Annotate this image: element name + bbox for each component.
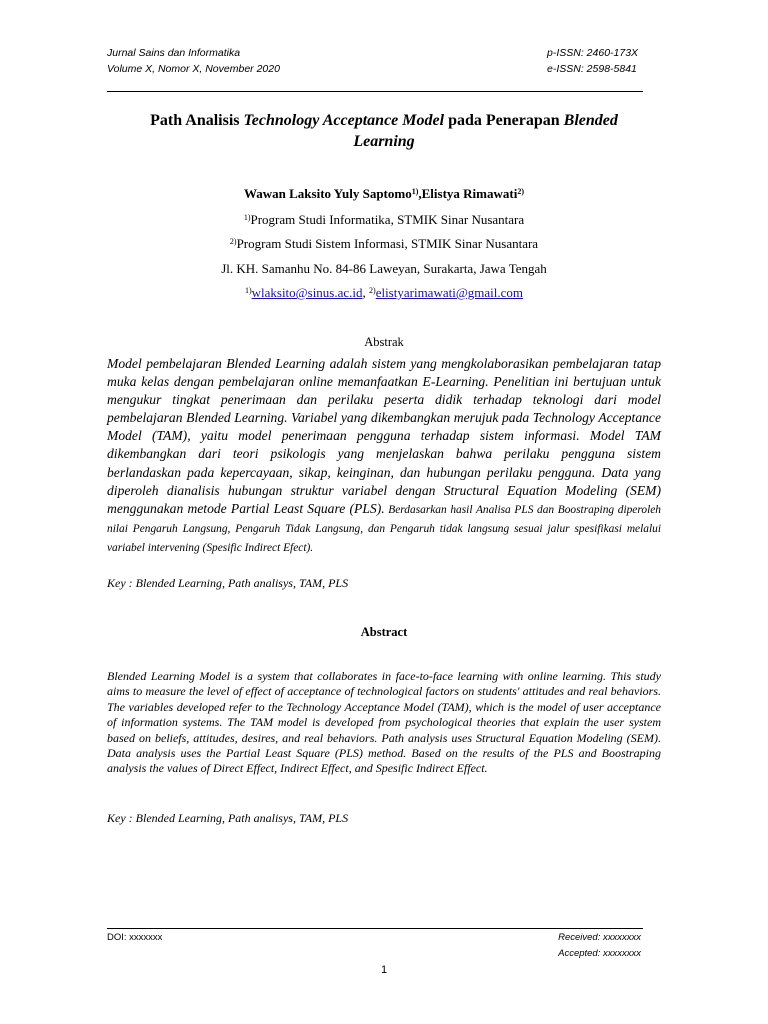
author-1-sup: 1)	[411, 187, 419, 196]
affiliation-2	[107, 236, 661, 252]
abstract-body: Blended Learning Model is a system that collaborates in face-to-face learning with online learning. This study aims to measure the level of effect of acceptance of technological factors on students' attitudes and real behaviors. The variables developed refer to the Technology Acceptance Model (TAM), which is the model of user acceptance of information systems. The TAM model is developed from psychological theories that explain the user system based on beliefs, attitudes, desires, and real behaviors. Path analysis uses Structural Equation Modeling (SEM). Data analysis uses the Partial Least Square (PLS) method. Based on the results of the PLS and Boostraping analysis the values of Direct Effect, Indirect Effect, and Spesific Indirect Effect.	[107, 669, 661, 776]
abstract-heading: Abstract	[360, 625, 408, 639]
accepted-date: Accepted: xxxxxxxx	[558, 948, 641, 959]
abstrak-body-main: Model pembelajaran Blended Learning adalah sistem yang mengkolaborasikan pembelajaran tatap muka kelas dengan pembelajaran online memanfaatkan E-Learning. Penelitian ini bertujuan untuk mengukur tingkat penerimaan dan perilaku peserta didik terhadap teknologi dari model pembelajaran Blended Learning. Variabel yang dikembangkan merujuk pada Technology Acceptance Model (TAM), yaitu model penerimaan pengguna terhadap sistem informasi. Model TAM dikembangkan dari teori psikologis yang menjelaskan bahwa perilaku pengguna sistem berlandaskan pada kepercayaan, sikap, keinginan, dan hubungan perilaku pengguna. Data yang diperoleh dianalisis hubungan struktur variabel dengan Structural Equation Modeling (SEM) menggunakan metode Partial Least Square (PLS).	[107, 356, 661, 516]
doi: DOI: xxxxxxx	[107, 932, 163, 943]
affiliation-1-text: Program Studi Informatika, STMIK Sinar Nusantara	[250, 212, 525, 227]
affiliation-2-sup: 2)	[229, 237, 237, 246]
author-1: Wawan Laksito Yuly Saptomo	[243, 186, 412, 201]
journal-volume: Volume X, Nomor X, November 2020	[107, 63, 280, 75]
abstrak-body	[107, 355, 661, 557]
title-part-2: Technology Acceptance Model	[243, 112, 445, 129]
journal-header-right	[547, 45, 638, 77]
author-2-sup: 2)	[517, 187, 525, 196]
eissn: e-ISSN: 2598-5841	[547, 63, 637, 75]
abstrak-heading: Abstrak	[364, 335, 404, 349]
journal-name: Jurnal Sains dan Informatika	[107, 47, 241, 59]
page-number: 1	[380, 964, 388, 976]
received-date: Received: xxxxxxxx	[558, 932, 641, 943]
footer-divider	[107, 928, 643, 929]
author-line	[107, 186, 661, 202]
abstrak-keywords: Key : Blended Learning, Path analisys, TAM, PLS	[107, 576, 349, 590]
address: Jl. KH. Samanhu No. 84-86 Laweyan, Surakarta, Jawa Tengah	[221, 261, 547, 276]
paper-title	[107, 110, 661, 152]
email-separator: ,	[362, 285, 366, 300]
email-line	[107, 285, 661, 301]
email-1-sup: 1)	[244, 286, 252, 295]
affiliation-1-sup: 1)	[243, 213, 251, 222]
email-link-1[interactable]: wlaksito@sinus.ac.id	[251, 285, 363, 300]
pissn: p-ISSN: 2460-173X	[547, 47, 639, 59]
title-part-5: Learning	[353, 133, 415, 150]
abstrak-body-small: Berdasarkan hasil Analisa PLS dan Boostraping diperoleh nilai Pengaruh Langsung, Pengaruh Tidak Langsung, dan Pengaruh tidak langsung sesuai jalur spesifikasi melalui variabel intervening (Spesific Indirect Efect).	[107, 503, 661, 554]
author-separator: ,	[418, 186, 422, 201]
author-2: Elistya Rimawati	[421, 186, 518, 201]
header-divider	[107, 91, 643, 92]
affiliation-1	[107, 212, 661, 228]
affiliation-2-text: Program Studi Sistem Informasi, STMIK Sinar Nusantara	[236, 236, 539, 251]
email-link-2[interactable]: elistyarimawati@gmail.com	[375, 285, 524, 300]
title-part-4: Blended	[563, 112, 618, 129]
email-2-sup: 2)	[369, 286, 376, 295]
title-part-1: Path Analisis	[150, 112, 240, 129]
journal-header-left	[107, 45, 280, 77]
abstract-keywords: Key : Blended Learning, Path analisys, TAM, PLS	[107, 811, 349, 825]
title-part-3: pada Penerapan	[448, 112, 560, 129]
